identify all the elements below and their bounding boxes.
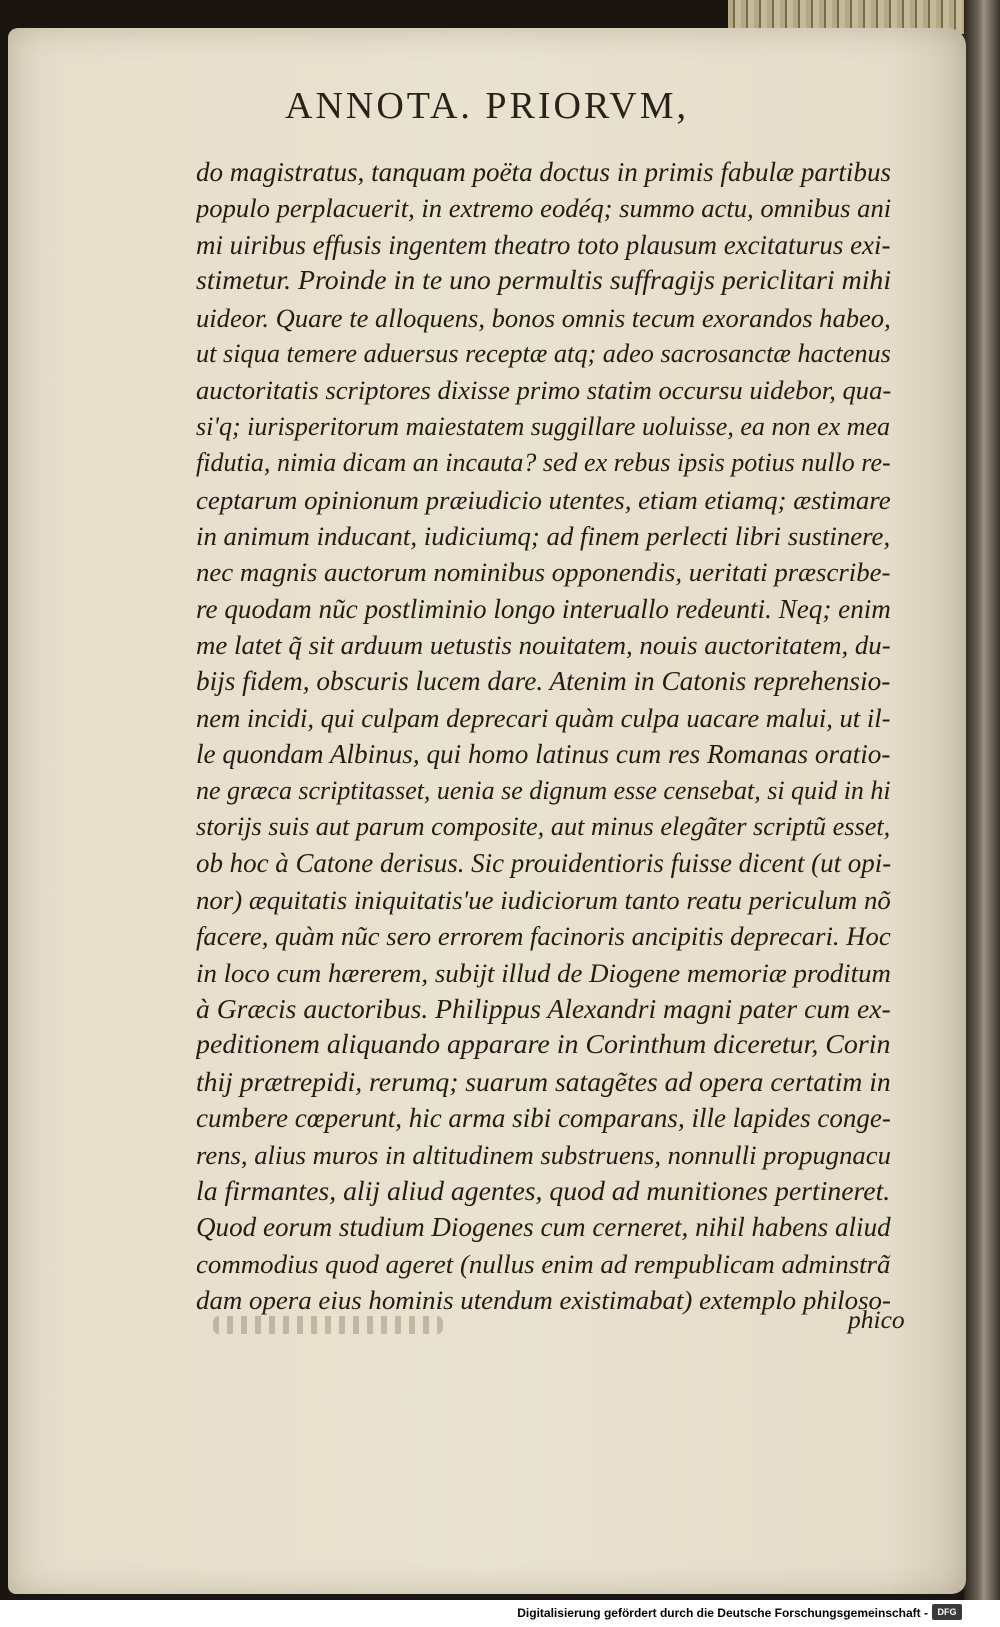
text-line: populo perplacuerit, in extremo eodéq; summo actu, omnibus ani: [196, 193, 891, 224]
text-line: bijs fidem, obscuris lucem dare. Atenim in Catonis reprehensio-: [196, 666, 891, 697]
text-line: le quondam Albinus, qui homo latinus cum res Romanas oratio-: [196, 739, 891, 770]
text-line: facere, quàm nũc sero errorem facinoris ancipitis deprecari. Hoc: [196, 921, 891, 952]
text-line: à Græcis auctoribus. Philippus Alexandri magni pater cum ex-: [196, 992, 891, 1024]
ink-smudge: [213, 1316, 443, 1334]
text-line: cumbere cœperunt, hic arma sibi comparans, ille lapides conge-: [196, 1103, 891, 1134]
text-line: in animum inducant, iudiciumq; ad finem perlecti libri sustinere,: [196, 520, 891, 551]
text-line: peditionem aliquando apparare in Corinthum diceretur, Corin: [196, 1029, 891, 1061]
text-line: rens, alius muros in altitudinem substruens, nonnulli propugnacu: [196, 1139, 891, 1170]
text-line: in loco cum hærerem, subijt illud de Diogene memoriæ proditum: [196, 957, 891, 988]
text-line: re quodam nũc postliminio longo interuallo redeunti. Neq; enim: [196, 593, 891, 624]
text-line: la firmantes, alij aliud agentes, quod ad munitiones pertineret.: [196, 1174, 891, 1206]
body-text: [196, 154, 891, 1319]
text-line: uideor. Quare te alloquens, bonos omnis tecum exorandos habeo,: [196, 302, 891, 333]
text-line: thij prætrepidi, rerumq; suarum satagẽtes ad opera certatim in: [196, 1065, 891, 1097]
text-line: nem incidi, qui culpam deprecari quàm culpa uacare malui, ut il-: [196, 702, 891, 733]
text-line: ob hoc à Catone derisus. Sic prouidentioris fuisse dicent (ut opi-: [196, 848, 891, 879]
text-line: stimetur. Proinde in te uno permultis suffragijs periclitari mihi: [196, 265, 891, 297]
catchword: phico: [848, 1305, 905, 1334]
text-line: auctoritatis scriptores dixisse primo statim occursu uidebor, qua-: [196, 375, 891, 406]
text-line: commodius quod ageret (nullus enim ad rempublicam adminstrã: [196, 1248, 891, 1279]
text-line: dam opera eius hominis utendum existimabat) extemplo philoso-: [196, 1285, 891, 1316]
book-edge-strip: [964, 0, 1000, 1600]
text-line: Quod eorum studium Diogenes cum cerneret, nihil habens aliud: [196, 1212, 891, 1243]
dfg-logo-icon: DFG: [932, 1604, 962, 1620]
text-line: nec magnis auctorum nominibus opponendis, ueritati præscribe-: [196, 557, 891, 588]
text-line: fidutia, nimia dicam an incauta? sed ex rebus ipsis potius nullo re-: [196, 448, 891, 478]
book-page: [8, 28, 966, 1594]
text-line: storijs suis aut parum composite, aut minus elegãter scriptũ esset,: [196, 812, 891, 842]
text-line: nor) æquitatis iniquitatis'ue iudiciorum tanto reatu periculum nõ: [196, 884, 891, 915]
text-line: ne græca scriptitasset, uenia se dignum esse censebat, si quid in hi: [196, 775, 891, 805]
text-line: mi uiribus effusis ingentem theatro toto plausum excitaturus exi-: [196, 229, 891, 260]
text-line: si'q; iurisperitorum maiestatem suggillare uoluisse, ea non ex mea: [196, 411, 891, 441]
funding-credit: Digitalisierung gefördert durch die Deutsche Forschungsgemeinschaft -: [517, 1606, 928, 1620]
text-line: ceptarum opinionum præiudicio utentes, etiam etiamq; æstimare: [196, 484, 891, 515]
text-line: do magistratus, tanquam poëta doctus in primis fabulæ partibus: [196, 157, 891, 187]
text-line: me latet q̃ sit arduum uetustis nouitatem, nouis auctoritatem, du-: [196, 630, 891, 661]
text-line: ut siqua temere aduersus receptæ atq; adeo sacrosanctæ hactenus: [196, 338, 891, 368]
digitization-footer: [0, 1600, 1000, 1627]
running-head: ANNOTA. PRIORVM,: [285, 85, 689, 127]
